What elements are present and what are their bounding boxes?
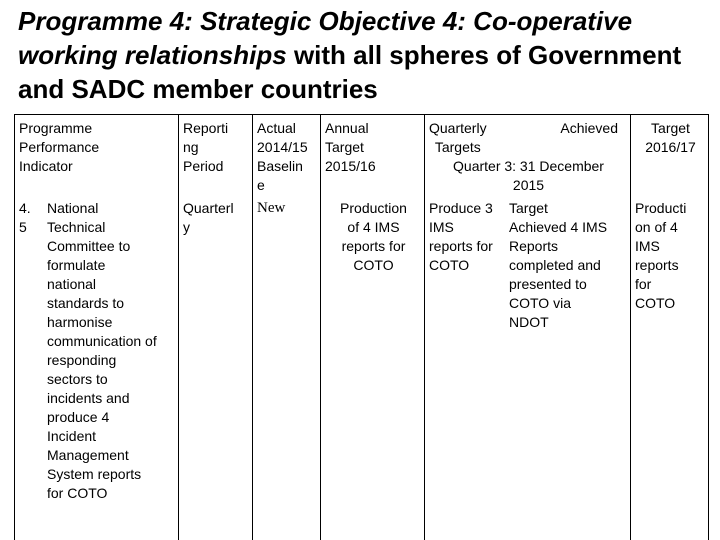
header-indicator <box>15 115 179 198</box>
baseline-value: New <box>257 200 286 216</box>
header-target <box>631 115 709 198</box>
achieved-value: Target Achieved 4 IMS Reports completed and presented to COTO via NDOT <box>509 200 608 330</box>
header-quarter-note: Quarter 3: 31 December 2015 <box>453 158 604 193</box>
performance-table <box>14 114 709 540</box>
header-annual-label: Annual Target 2015/16 <box>325 120 376 174</box>
slide-title <box>18 4 708 106</box>
cell-period <box>179 197 253 540</box>
table-row <box>15 197 709 540</box>
title-italic-part: Programme 4: Strategic Objective 4: Co-operative working relationships <box>18 6 633 70</box>
quarterly-value: Produce 3 IMS reports for COTO <box>429 200 493 273</box>
header-annual <box>321 115 425 198</box>
cell-baseline <box>253 197 321 540</box>
header-period-label: Reporti ng Period <box>183 120 229 174</box>
period-value: Quarterl y <box>183 200 234 235</box>
target-value: Producti on of 4 IMS reports for COTO <box>635 200 687 311</box>
header-quarterly-label: Quarterly Targets <box>429 120 487 155</box>
annual-value: Production of 4 IMS reports for COTO <box>340 200 407 273</box>
cell-target <box>631 197 709 540</box>
header-target-label: Target 2016/17 <box>645 120 696 155</box>
table-header-row <box>15 115 709 198</box>
header-indicator-label: Programme Performance Indicator <box>19 120 100 174</box>
cell-annual <box>321 197 425 540</box>
cell-quarter <box>425 197 631 540</box>
indicator-number: 4. 5 <box>19 200 31 235</box>
indicator-text: National Technical Committee to formulate national standards to harmonise communication of responding sectors to incidents and produce 4 Incident Management System reports for COTO <box>47 200 157 501</box>
title-regular-part: with all spheres of Government and SADC member countries <box>18 40 682 104</box>
header-baseline <box>253 115 321 198</box>
header-period <box>179 115 253 198</box>
header-quarter-labels <box>429 119 628 157</box>
header-achieved-label: Achieved <box>560 120 618 136</box>
header-baseline-label: Actual 2014/15 Baselin e <box>257 120 308 193</box>
header-quarter <box>425 115 631 198</box>
cell-indicator <box>15 197 179 540</box>
